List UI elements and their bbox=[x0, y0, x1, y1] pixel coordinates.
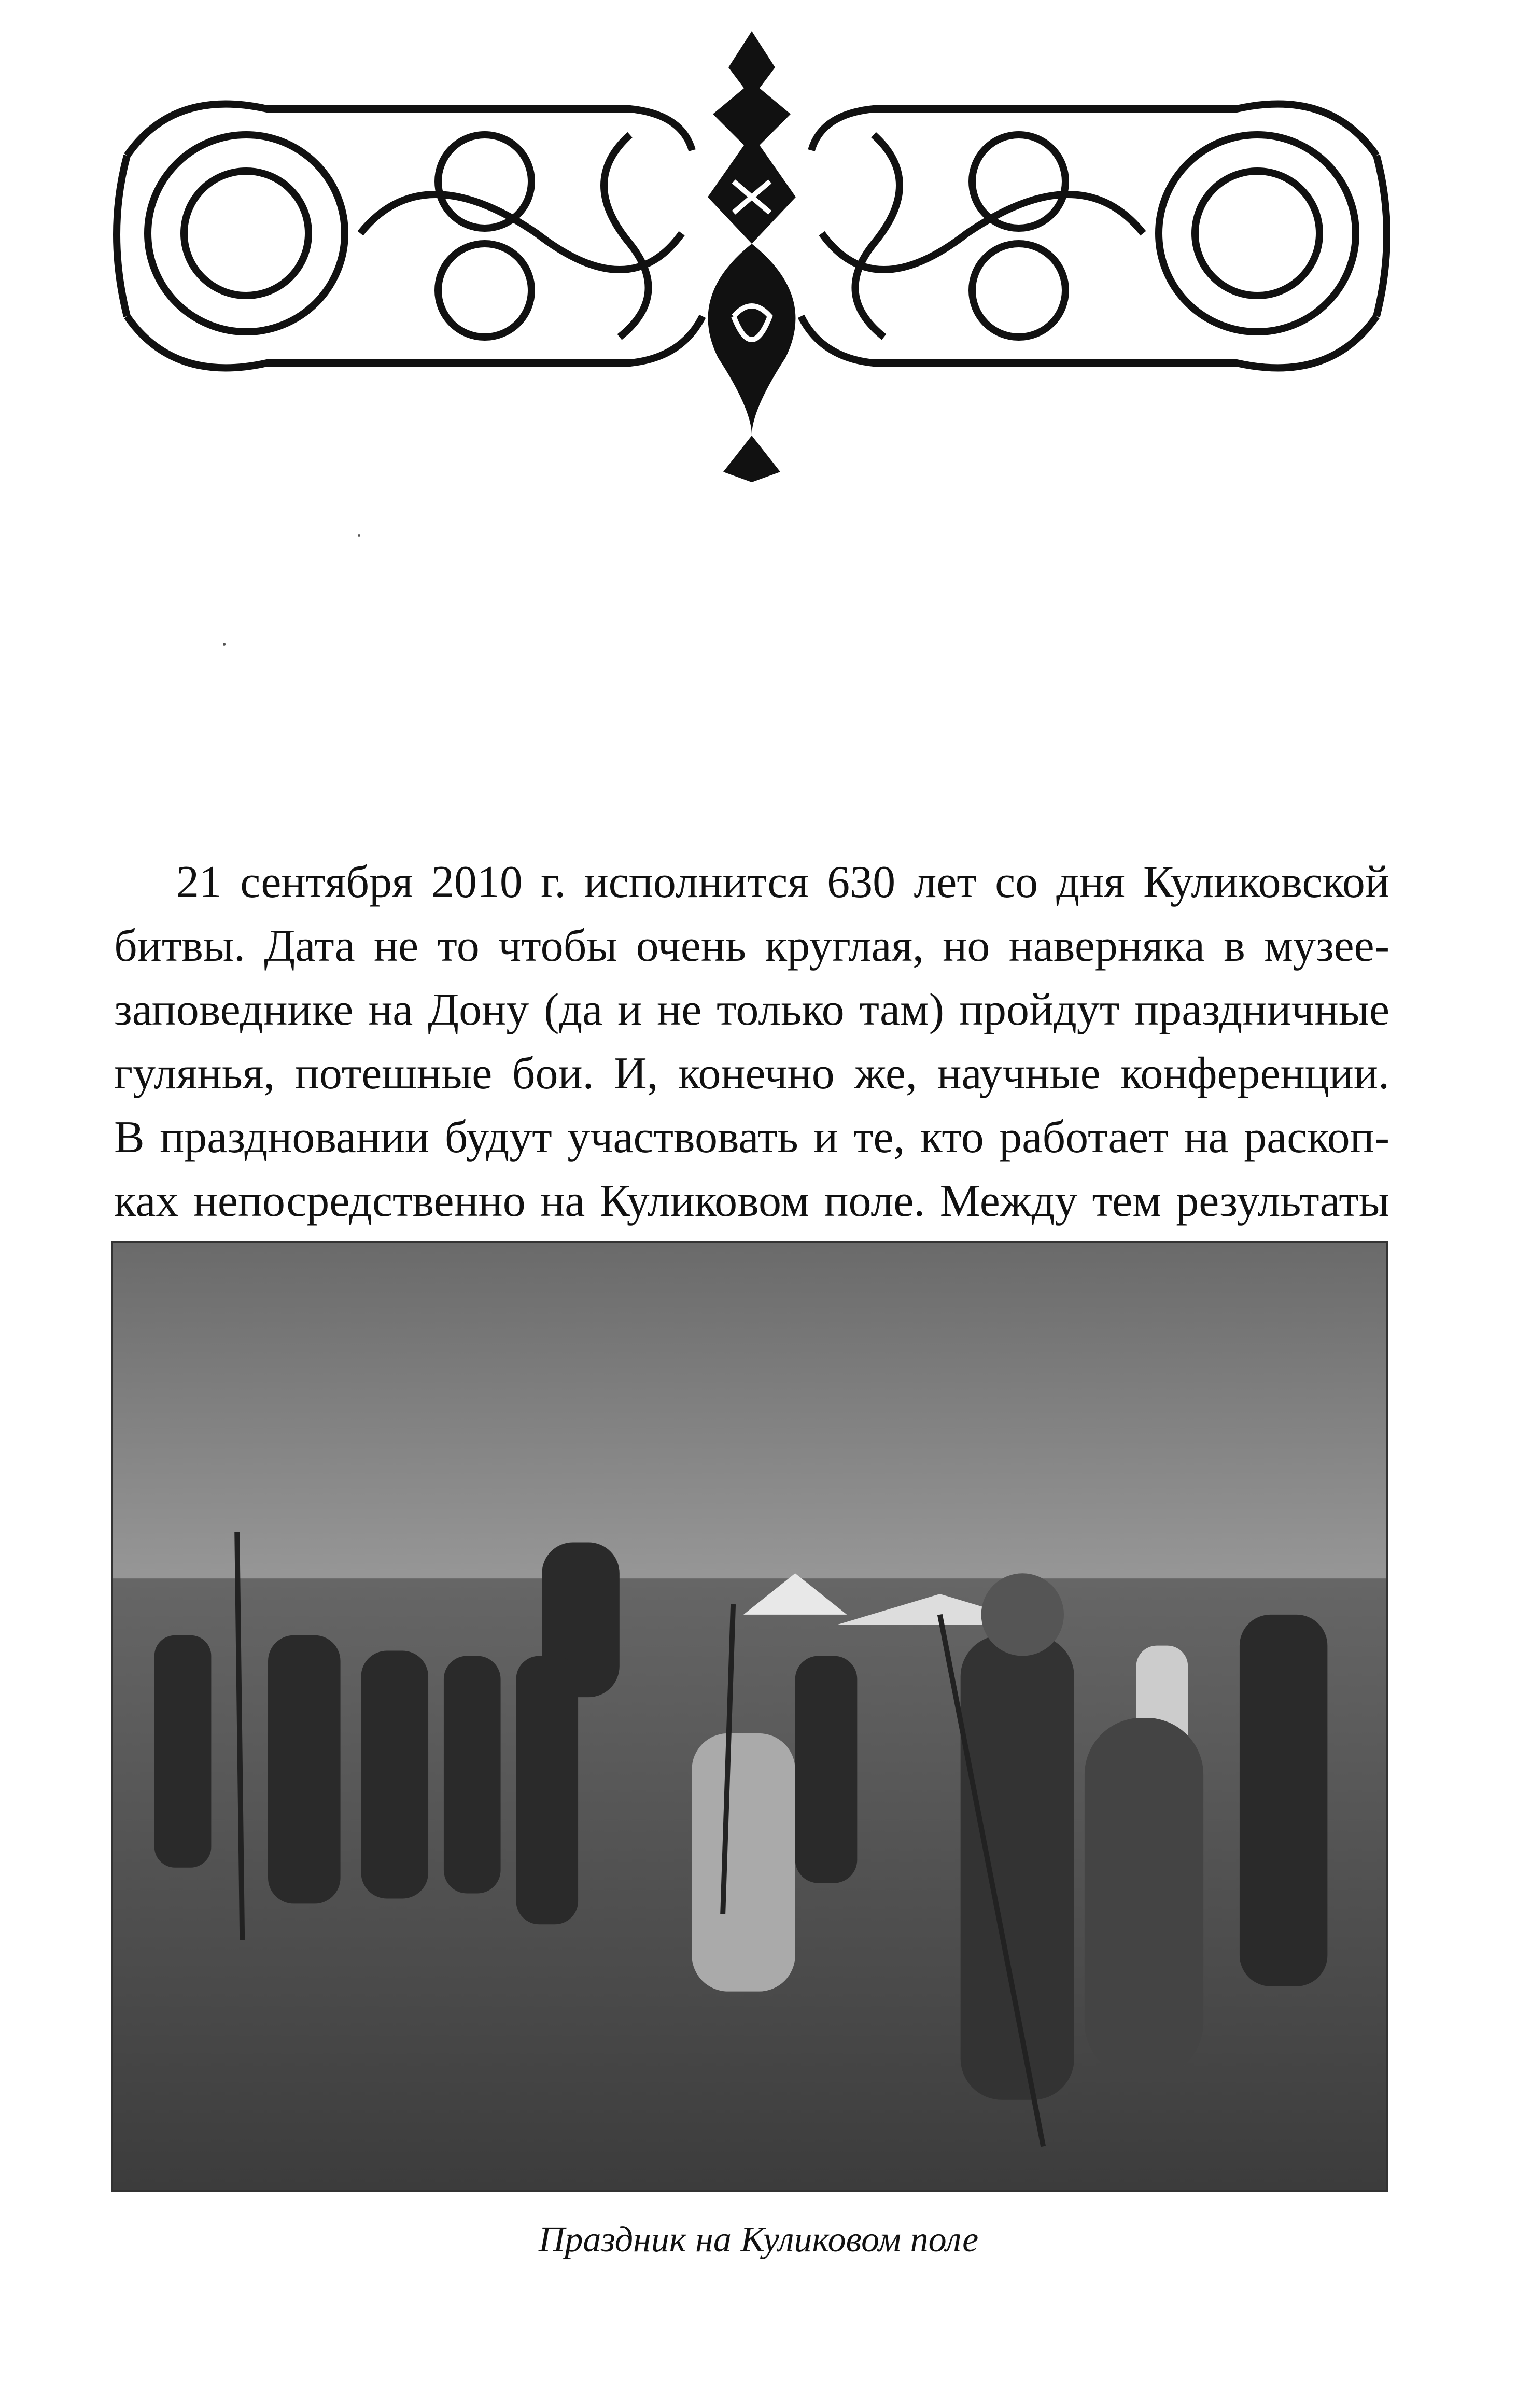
body-paragraph bbox=[114, 850, 1389, 1233]
paragraph-line: гулянья, потешные бои. И, конечно же, научные конференции. bbox=[114, 1048, 1389, 1099]
celtic-knot-ornament-icon bbox=[111, 26, 1392, 487]
scan-speck bbox=[223, 643, 226, 646]
scan-speck bbox=[358, 534, 360, 537]
paragraph-line: заповеднике на Дону (да и не только там) пройдут праздничные bbox=[114, 985, 1389, 1035]
photo-caption: Праздник на Куликовом поле bbox=[538, 2220, 979, 2260]
paragraph-line: ках непосредственно на Куликовом поле. Между тем результаты bbox=[114, 1176, 1389, 1226]
paragraph-line: В праздновании будут участвовать и те, кто работает на раскоп- bbox=[114, 1112, 1389, 1163]
paragraph-line: битвы. Дата не то чтобы очень круглая, но наверняка в музее- bbox=[114, 921, 1389, 971]
paragraph-line: 21 сентября 2010 г. исполнится 630 лет со дня Куликовской bbox=[176, 857, 1389, 907]
festival-photo bbox=[111, 1241, 1388, 2192]
